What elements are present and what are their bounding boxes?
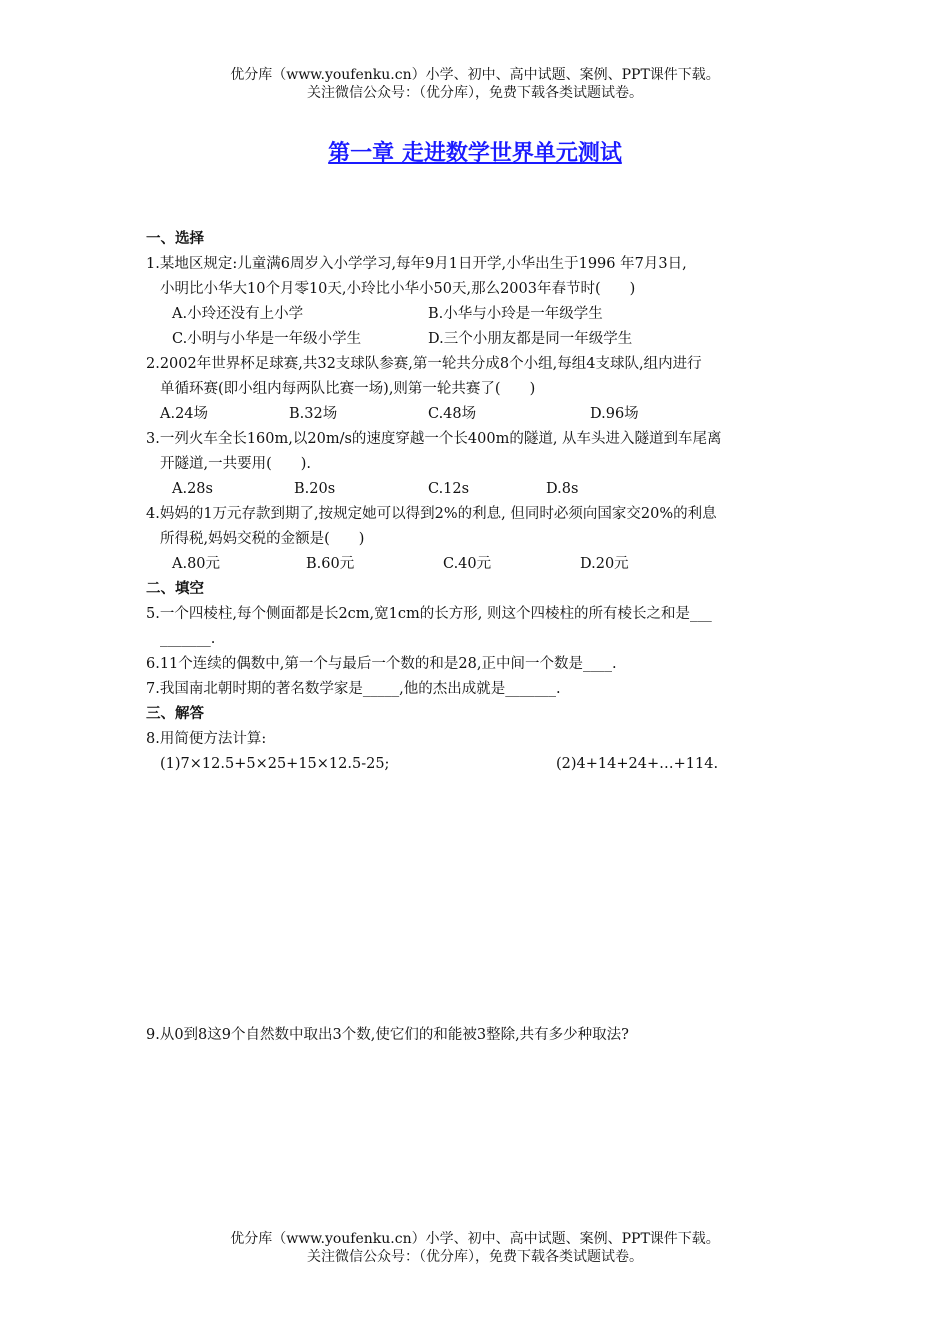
q3-option-a: A.28s [172, 481, 213, 497]
q4-option-c: C.40元 [443, 556, 492, 572]
q8-part-2: (2)4+14+24+…+114. [556, 756, 719, 772]
q4-line-1: 4.妈妈的1万元存款到期了,按规定她可以得到2%的利息, 但同时必须向国家交20%的利息 [146, 506, 717, 522]
q4-option-b: B.60元 [306, 556, 355, 572]
q1-line-2: 小明比小华大10个月零10天,小玲比小华小50天,那么2003年春节时( ) [160, 281, 636, 297]
q1-option-c: C.小明与小华是一年级小学生 [172, 331, 362, 347]
q7-line: 7.我国南北朝时期的著名数学家是_____,他的杰出成就是_______. [146, 681, 561, 697]
section-fill: 二、填空 [146, 581, 204, 597]
q5-line-2: _______. [160, 631, 216, 647]
q2-option-d: D.96场 [590, 406, 639, 422]
q2-line-2: 单循环赛(即小组内每两队比赛一场),则第一轮共赛了( ) [160, 381, 536, 397]
q2-line-1: 2.2002年世界杯足球赛,共32支球队参赛,第一轮共分成8个小组,每组4支球队,组内进行 [146, 356, 702, 372]
q2-option-a: A.24场 [160, 406, 209, 422]
q3-line-2: 开隧道,一共要用( ). [160, 456, 312, 472]
q1-options-row-1 [146, 302, 816, 327]
header-line-2: 关注微信公众号：（优分库），免费下载各类试题试卷。 [307, 85, 643, 101]
q1-option-d: D.三个小朋友都是同一年级学生 [428, 331, 633, 347]
q2-option-b: B.32场 [289, 406, 338, 422]
header-line-1: 优分库（www.youfenku.cn）小学、初中、高中试题、案例、PPT课件下载。 [230, 67, 720, 83]
q3-option-c: C.12s [428, 481, 470, 497]
q2-options [146, 402, 816, 427]
q6-line: 6.11个连续的偶数中,第一个与最后一个数的和是28,正中间一个数是____. [146, 656, 617, 672]
footer-line-1: 优分库（www.youfenku.cn）小学、初中、高中试题、案例、PPT课件下载。 [230, 1231, 720, 1247]
q1-option-b: B.小华与小玲是一年级学生 [428, 306, 603, 322]
q4-option-d: D.20元 [580, 556, 629, 572]
q8-line-1: 8.用简便方法计算: [146, 731, 267, 747]
q5-line-1: 5.一个四棱柱,每个侧面都是长2cm,宽1cm的长方形, 则这个四棱柱的所有棱长之和是___ [146, 606, 712, 622]
q3-options [146, 477, 816, 502]
q3-option-d: D.8s [546, 481, 579, 497]
q8-parts [146, 752, 816, 777]
q9-line: 9.从0到8这9个自然数中取出3个数,使它们的和能被3整除,共有多少种取法? [146, 1027, 629, 1043]
q4-line-2: 所得税,妈妈交税的金额是( ) [160, 531, 365, 547]
q1-option-a: A.小玲还没有上小学 [172, 306, 304, 322]
section-choice: 一、选择 [146, 231, 204, 247]
q1-line-1: 1.某地区规定:儿童满6周岁入小学学习,每年9月1日开学,小华出生于1996 年7月3日, [146, 256, 687, 272]
q1-options-row-2 [146, 327, 816, 352]
section-solve: 三、解答 [146, 706, 204, 722]
q2-option-c: C.48场 [428, 406, 477, 422]
exam-body [146, 227, 816, 777]
page-title: 第一章 走进数学世界单元测试 [328, 141, 622, 166]
q4-option-a: A.80元 [172, 556, 221, 572]
q8-part-1: (1)7×12.5+5×25+15×12.5-25; [160, 756, 390, 772]
q3-line-1: 3.一列火车全长160m,以20m/s的速度穿越一个长400m的隧道, 从车头进入隧道到车尾离 [146, 431, 722, 447]
q3-option-b: B.20s [294, 481, 336, 497]
q4-options [146, 552, 816, 577]
footer-line-2: 关注微信公众号：（优分库），免费下载各类试题试卷。 [307, 1249, 643, 1265]
